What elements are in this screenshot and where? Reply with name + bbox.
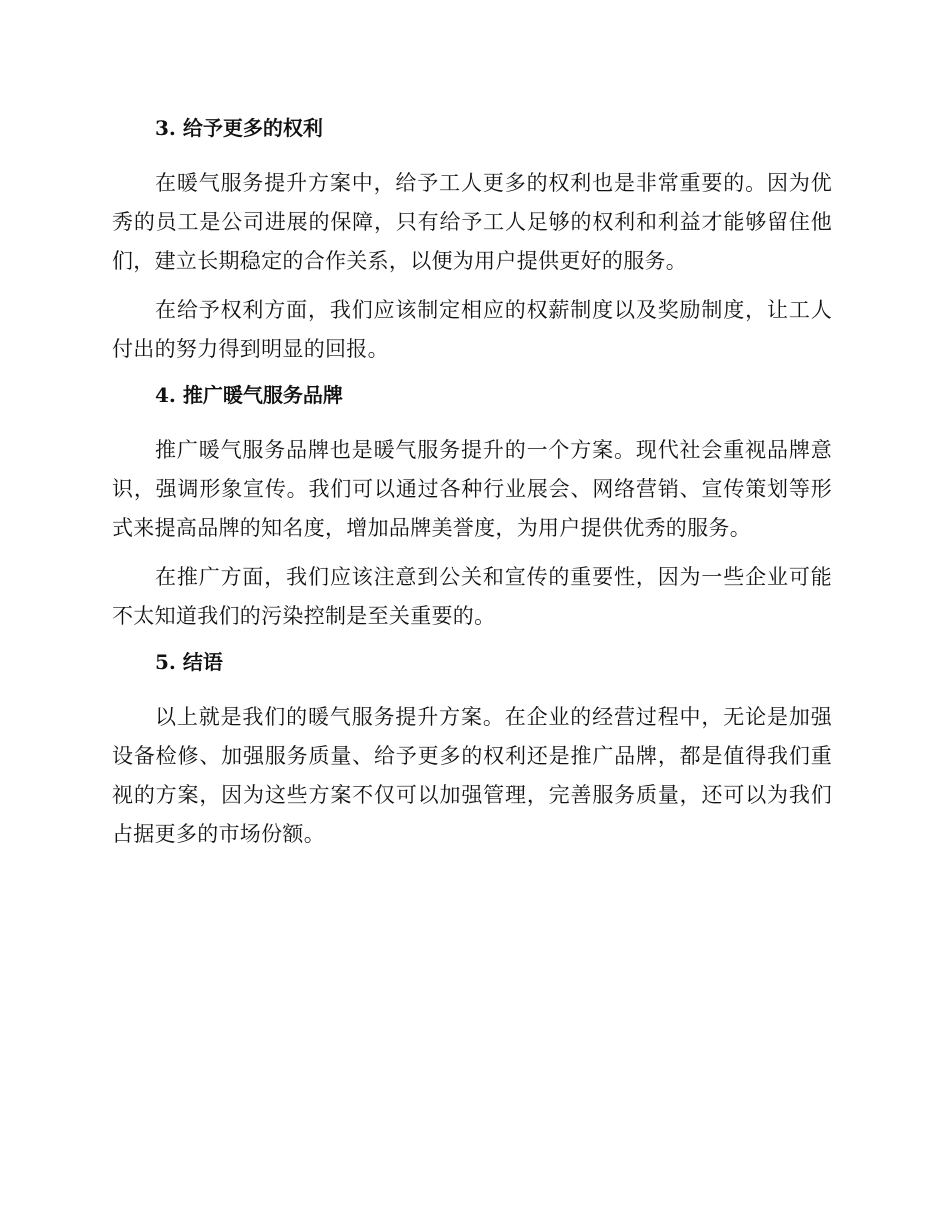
- section-heading: 5. 结语: [155, 650, 223, 674]
- section-heading: 4. 推广暖气服务品牌: [155, 383, 343, 407]
- paragraph: 推广暖气服务品牌也是暖气服务提升的一个方案。现代社会重视品牌意识，强调形象宣传。我们可以通过各种行业展会、网络营销、宣传策划等形式来提高品牌的知名度，增加品牌美誉度，为用户提供优秀的服务。: [112, 438, 832, 540]
- paragraph: 以上就是我们的暖气服务提升方案。在企业的经营过程中，无论是加强设备检修、加强服务质量、给予更多的权利还是推广品牌，都是值得我们重视的方案，因为这些方案不仅可以加强管理，完善服务质量，还可以为我们占据更多的市场份额。: [112, 705, 832, 846]
- paragraph: 在推广方面，我们应该注意到公关和宣传的重要性，因为一些企业可能不太知道我们的污染控制是至关重要的。: [112, 565, 832, 628]
- section-give-more-rights: [112, 112, 832, 369]
- section-conclusion: [112, 646, 832, 854]
- paragraph: 在给予权利方面，我们应该制定相应的权薪制度以及奖励制度，让工人付出的努力得到明显的回报。: [112, 298, 832, 361]
- section-heading: 3. 给予更多的权利: [155, 116, 323, 140]
- paragraph: 在暖气服务提升方案中，给予工人更多的权利也是非常重要的。因为优秀的员工是公司进展的保障，只有给予工人足够的权利和利益才能够留住他们，建立长期稳定的合作关系，以便为用户提供更好的服务。: [112, 171, 832, 273]
- document-page: [112, 112, 832, 864]
- section-promote-brand: [112, 379, 832, 636]
